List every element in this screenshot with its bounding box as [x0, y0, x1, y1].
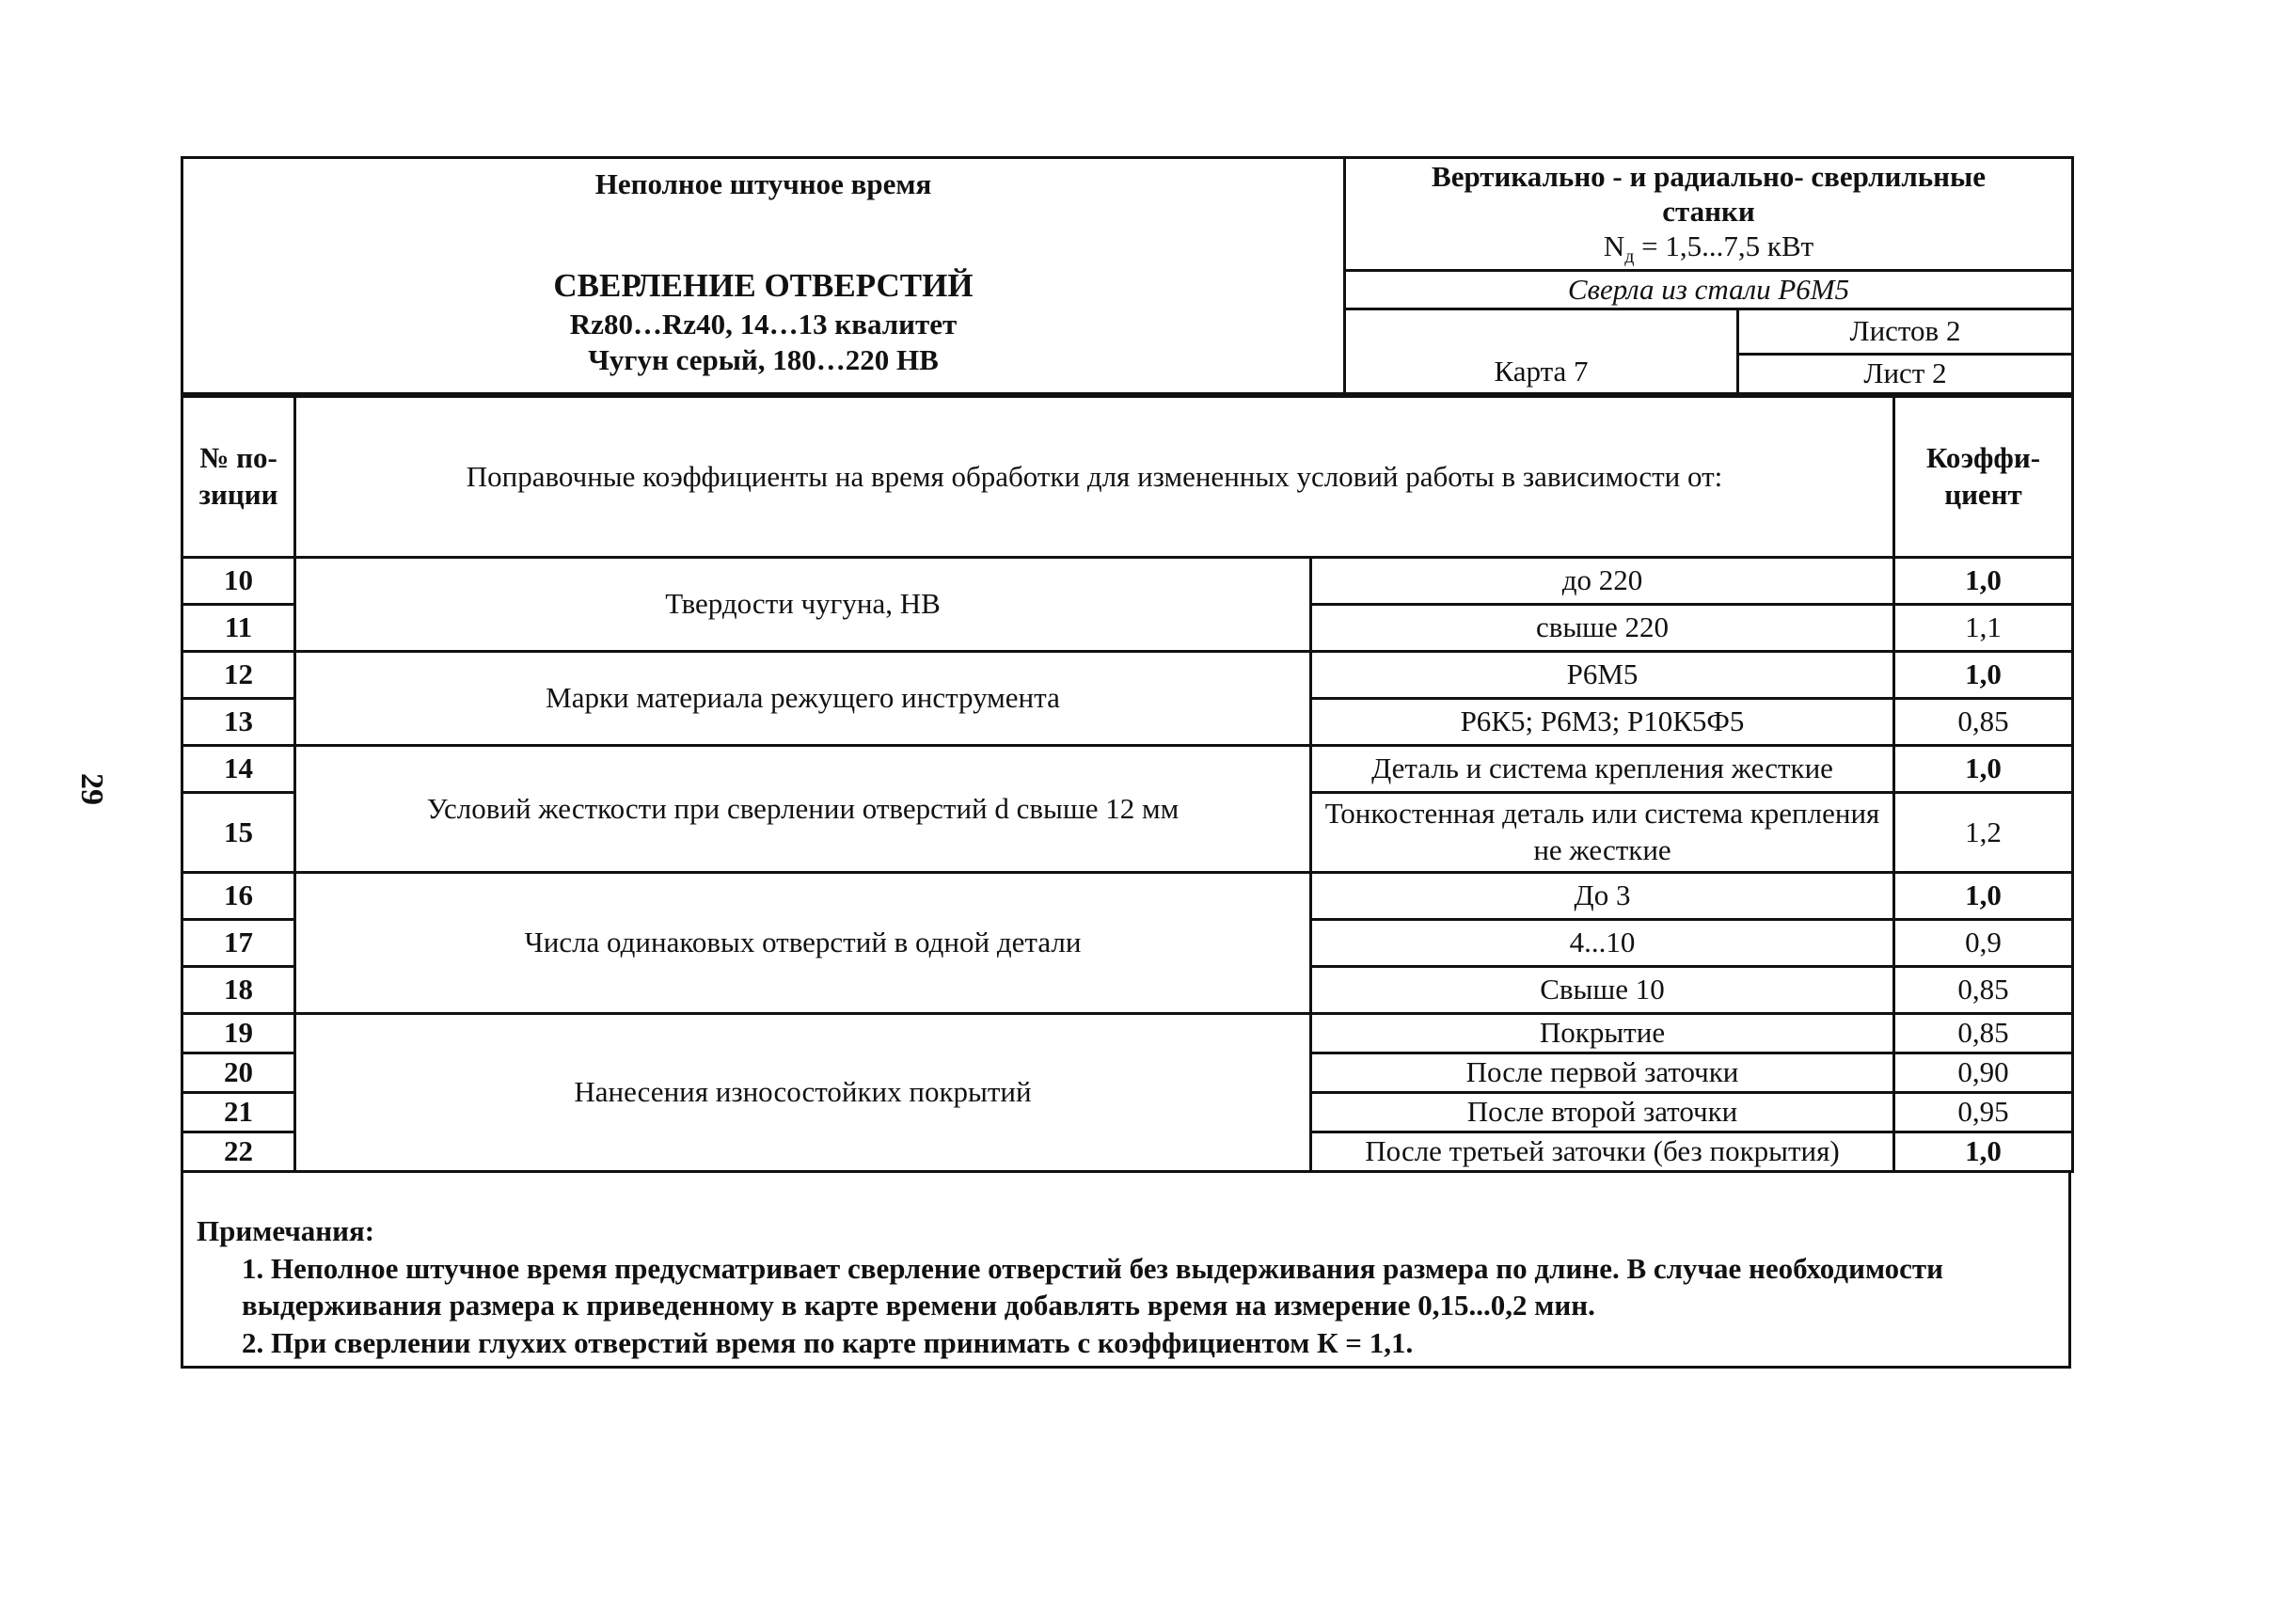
coefficients-table: [181, 395, 2074, 1173]
quality-label: Rz80…Rz40, 14…13 квалитет: [569, 307, 958, 340]
card-number: Карта 7: [1345, 309, 1738, 394]
condition-cell: свыше 220: [1311, 605, 1894, 652]
card-header: [181, 156, 2074, 395]
column-header-coefficient: Коэффи- циент: [1894, 397, 2073, 558]
condition-cell: До 3: [1311, 873, 1894, 920]
page-number: 29: [74, 773, 109, 805]
condition-cell: Тонкостенная деталь или система крепления не жесткие: [1311, 793, 1894, 873]
position-cell: 19: [182, 1014, 295, 1053]
operation-cell: [182, 158, 1345, 394]
material-label: Чугун серый, 180…220 НВ: [588, 343, 939, 377]
table-row: [182, 873, 2073, 920]
coefficient-cell: 0,90: [1894, 1053, 2073, 1093]
position-cell: 11: [182, 605, 295, 652]
notes-title: Примечания:: [197, 1214, 375, 1247]
condition-cell: 4...10: [1311, 920, 1894, 967]
condition-cell: до 220: [1311, 558, 1894, 605]
condition-cell: Свыше 10: [1311, 967, 1894, 1014]
factor-cell: Твердости чугуна, НВ: [295, 558, 1311, 652]
coefficient-cell: 1,0: [1894, 873, 2073, 920]
factor-cell: Условий жесткости при сверлении отверстий d свыше 12 мм: [295, 746, 1311, 873]
condition-cell: Деталь и система крепления жесткие: [1311, 746, 1894, 793]
position-cell: 14: [182, 746, 295, 793]
table-row: [182, 652, 2073, 699]
column-header-description: Поправочные коэффициенты на время обработки для измененных условий работы в зависимости от:: [295, 397, 1894, 558]
condition-cell: После первой заточки: [1311, 1053, 1894, 1093]
factor-cell: Числа одинаковых отверстий в одной детали: [295, 873, 1311, 1014]
position-cell: 20: [182, 1053, 295, 1093]
coefficient-cell: 0,85: [1894, 1014, 2073, 1053]
notes-block: [181, 1173, 2071, 1369]
factor-cell: Нанесения износостойких покрытий: [295, 1014, 1311, 1172]
condition-cell: Покрытие: [1311, 1014, 1894, 1053]
table-row: [182, 1014, 2073, 1053]
note-2: 2. При сверлении глухих отверстий время по карте принимать с коэффициентом К = 1,1.: [242, 1326, 1414, 1360]
condition-cell: После третьей заточки (без покрытия): [1311, 1132, 1894, 1172]
coefficient-cell: 1,1: [1894, 605, 2073, 652]
power-label: $N_д = 1,5...7,5$ кВт: [1603, 230, 1814, 268]
norm-card: [181, 156, 2071, 1369]
time-label: Неполное штучное время: [594, 167, 932, 200]
position-cell: 13: [182, 699, 295, 746]
condition-cell: Р6М5: [1311, 652, 1894, 699]
position-cell: 21: [182, 1093, 295, 1132]
coefficient-cell: 1,0: [1894, 652, 2073, 699]
position-cell: 22: [182, 1132, 295, 1172]
coefficient-cell: 0,85: [1894, 699, 2073, 746]
tool-label: Сверла из стали Р6М5: [1345, 270, 2073, 309]
position-cell: 18: [182, 967, 295, 1014]
coefficient-cell: 0,9: [1894, 920, 2073, 967]
coefficient-cell: 1,0: [1894, 746, 2073, 793]
position-cell: 10: [182, 558, 295, 605]
table-row: [182, 558, 2073, 605]
operation-title: СВЕРЛЕНИЕ ОТВЕРСТИЙ: [553, 266, 974, 304]
table-row: [182, 746, 2073, 793]
position-cell: 16: [182, 873, 295, 920]
factor-cell: Марки материала режущего инструмента: [295, 652, 1311, 746]
condition-cell: Р6К5; Р6М3; Р10К5Ф5: [1311, 699, 1894, 746]
machine-cell: [1345, 158, 2073, 271]
coefficient-cell: 0,85: [1894, 967, 2073, 1014]
machine-line2: станки: [1662, 195, 1755, 229]
condition-cell: После второй заточки: [1311, 1093, 1894, 1132]
note-1: 1. Неполное штучное время предусматривает сверление отверстий без выдерживания размера по длине. В случае необходимости выдерживания размера к приведенному в карте времени добавлять время на измерение 0,15...0,2 мин.: [242, 1251, 1944, 1322]
coefficient-cell: 0,95: [1894, 1093, 2073, 1132]
sheet-number: Лист 2: [1738, 355, 2073, 394]
coefficient-cell: 1,0: [1894, 1132, 2073, 1172]
coefficient-cell: 1,0: [1894, 558, 2073, 605]
sheets-total: Листов 2: [1738, 309, 2073, 355]
position-cell: 17: [182, 920, 295, 967]
position-cell: 15: [182, 793, 295, 873]
position-cell: 12: [182, 652, 295, 699]
coefficient-cell: 1,2: [1894, 793, 2073, 873]
column-header-position: № по- зиции: [182, 397, 295, 558]
machine-line1: Вертикально - и радиально- сверлильные: [1432, 160, 1986, 193]
